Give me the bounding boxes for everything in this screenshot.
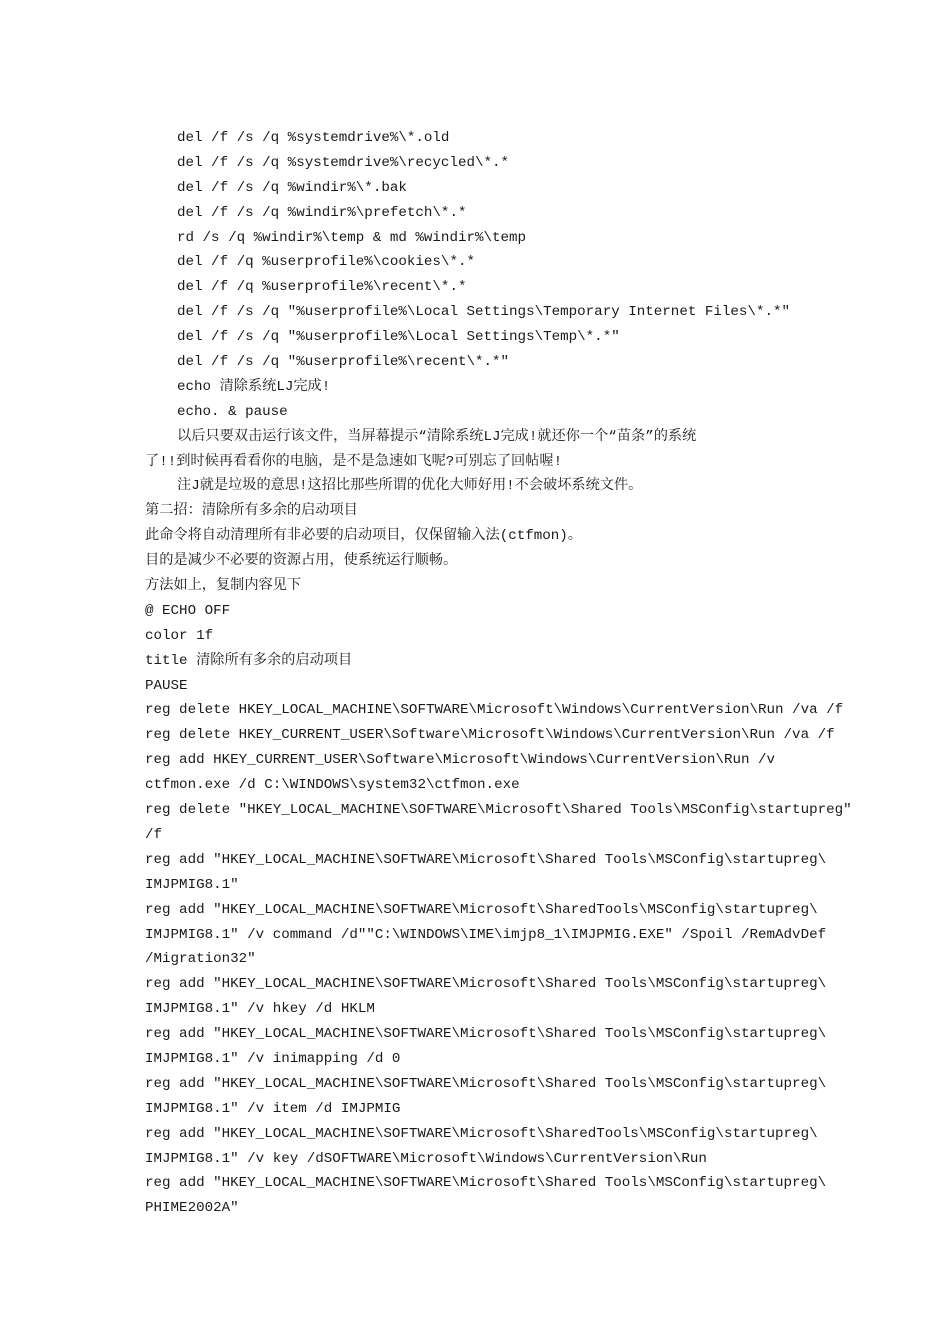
text-line: reg add "HKEY_LOCAL_MACHINE\SOFTWARE\Microsoft\Shared Tools\MSConfig\startupreg\ [145, 1175, 827, 1192]
text-line: 目的是减少不必要的资源占用，使系统运行顺畅。 [145, 553, 458, 570]
text-line: IMJPMIG8.1" /v inimapping /d 0 [145, 1050, 401, 1067]
text-line: PAUSE [145, 677, 188, 694]
text-line: 方法如上，复制内容见下 [145, 578, 302, 595]
text-line: del /f /q %userprofile%\cookies\*.* [177, 254, 475, 271]
text-line: IMJPMIG8.1" [145, 876, 239, 893]
text-line: reg delete HKEY_CURRENT_USER\Software\Microsoft\Windows\CurrentVersion\Run /va /f [145, 727, 835, 744]
text-line: reg add "HKEY_LOCAL_MACHINE\SOFTWARE\Microsoft\SharedTools\MSConfig\startupreg\ [145, 1125, 818, 1142]
text-line: del /f /s /q %windir%\*.bak [177, 179, 407, 196]
text-line: 第二招：清除所有多余的启动项目 [145, 503, 358, 520]
text-line: IMJPMIG8.1" /v key /dSOFTWARE\Microsoft\Windows\CurrentVersion\Run [145, 1150, 707, 1167]
text-line: del /f /s /q "%userprofile%\Local Settings\Temporary Internet Files\*.*" [177, 304, 790, 321]
text-line: 以后只要双击运行该文件，当屏幕提示“清除系统LJ完成!就还你一个“苗条”的系统 [177, 428, 697, 445]
text-line: 了!!到时候再看看你的电脑，是不是急速如飞呢?可别忘了回帖喔! [145, 453, 563, 470]
text-line: 此命令将自动清理所有非必要的启动项目，仅保留输入法(ctfmon)。 [145, 528, 582, 545]
text-line: echo. & pause [177, 403, 288, 420]
text-line: IMJPMIG8.1" /v hkey /d HKLM [145, 1001, 375, 1018]
text-line: reg delete "HKEY_LOCAL_MACHINE\SOFTWARE\Microsoft\Shared Tools\MSConfig\startupreg" [145, 802, 852, 819]
text-line: reg add "HKEY_LOCAL_MACHINE\SOFTWARE\Microsoft\Shared Tools\MSConfig\startupreg\ [145, 1026, 827, 1043]
text-line: ctfmon.exe /d C:\WINDOWS\system32\ctfmon.exe [145, 777, 520, 794]
text-line: echo 清除系统LJ完成! [177, 378, 331, 395]
text-line: 注J就是垃圾的意思!这招比那些所谓的优化大师好用!不会破坏系统文件。 [177, 478, 643, 495]
text-line: PHIME2002A" [145, 1200, 239, 1217]
text-line: del /f /s /q %systemdrive%\*.old [177, 130, 450, 146]
text-line: del /f /s /q %systemdrive%\recycled\*.* [177, 154, 510, 171]
text-line: reg add "HKEY_LOCAL_MACHINE\SOFTWARE\Microsoft\Shared Tools\MSConfig\startupreg\ [145, 976, 827, 993]
document-body [145, 126, 852, 1221]
text-line: reg delete HKEY_LOCAL_MACHINE\SOFTWARE\Microsoft\Windows\CurrentVersion\Run /va /f [145, 702, 844, 719]
text-line: title 清除所有多余的启动项目 [145, 652, 353, 669]
text-line: del /f /s /q "%userprofile%\Local Settings\Temp\*.*" [177, 329, 620, 346]
text-line: @ ECHO OFF [145, 602, 231, 619]
text-line: del /f /q %userprofile%\recent\*.* [177, 279, 467, 296]
text-line: IMJPMIG8.1" /v item /d IMJPMIG [145, 1100, 401, 1117]
text-line: /f [145, 826, 163, 843]
text-line: reg add HKEY_CURRENT_USER\Software\Microsoft\Windows\CurrentVersion\Run /v [145, 752, 776, 769]
text-line: color 1f [145, 627, 214, 644]
text-line: IMJPMIG8.1" /v command /d""C:\WINDOWS\IME\imjp8_1\IMJPMIG.EXE" /Spoil /RemAdvDef [145, 926, 827, 943]
text-line: reg add "HKEY_LOCAL_MACHINE\SOFTWARE\Microsoft\SharedTools\MSConfig\startupreg\ [145, 901, 818, 918]
text-line: reg add "HKEY_LOCAL_MACHINE\SOFTWARE\Microsoft\Shared Tools\MSConfig\startupreg\ [145, 851, 827, 868]
text-line: del /f /s /q "%userprofile%\recent\*.*" [177, 354, 510, 371]
text-line: del /f /s /q %windir%\prefetch\*.* [177, 204, 467, 221]
text-line: /Migration32" [145, 951, 256, 968]
text-line: rd /s /q %windir%\temp & md %windir%\temp [177, 229, 527, 246]
text-line: reg add "HKEY_LOCAL_MACHINE\SOFTWARE\Microsoft\Shared Tools\MSConfig\startupreg\ [145, 1075, 827, 1092]
